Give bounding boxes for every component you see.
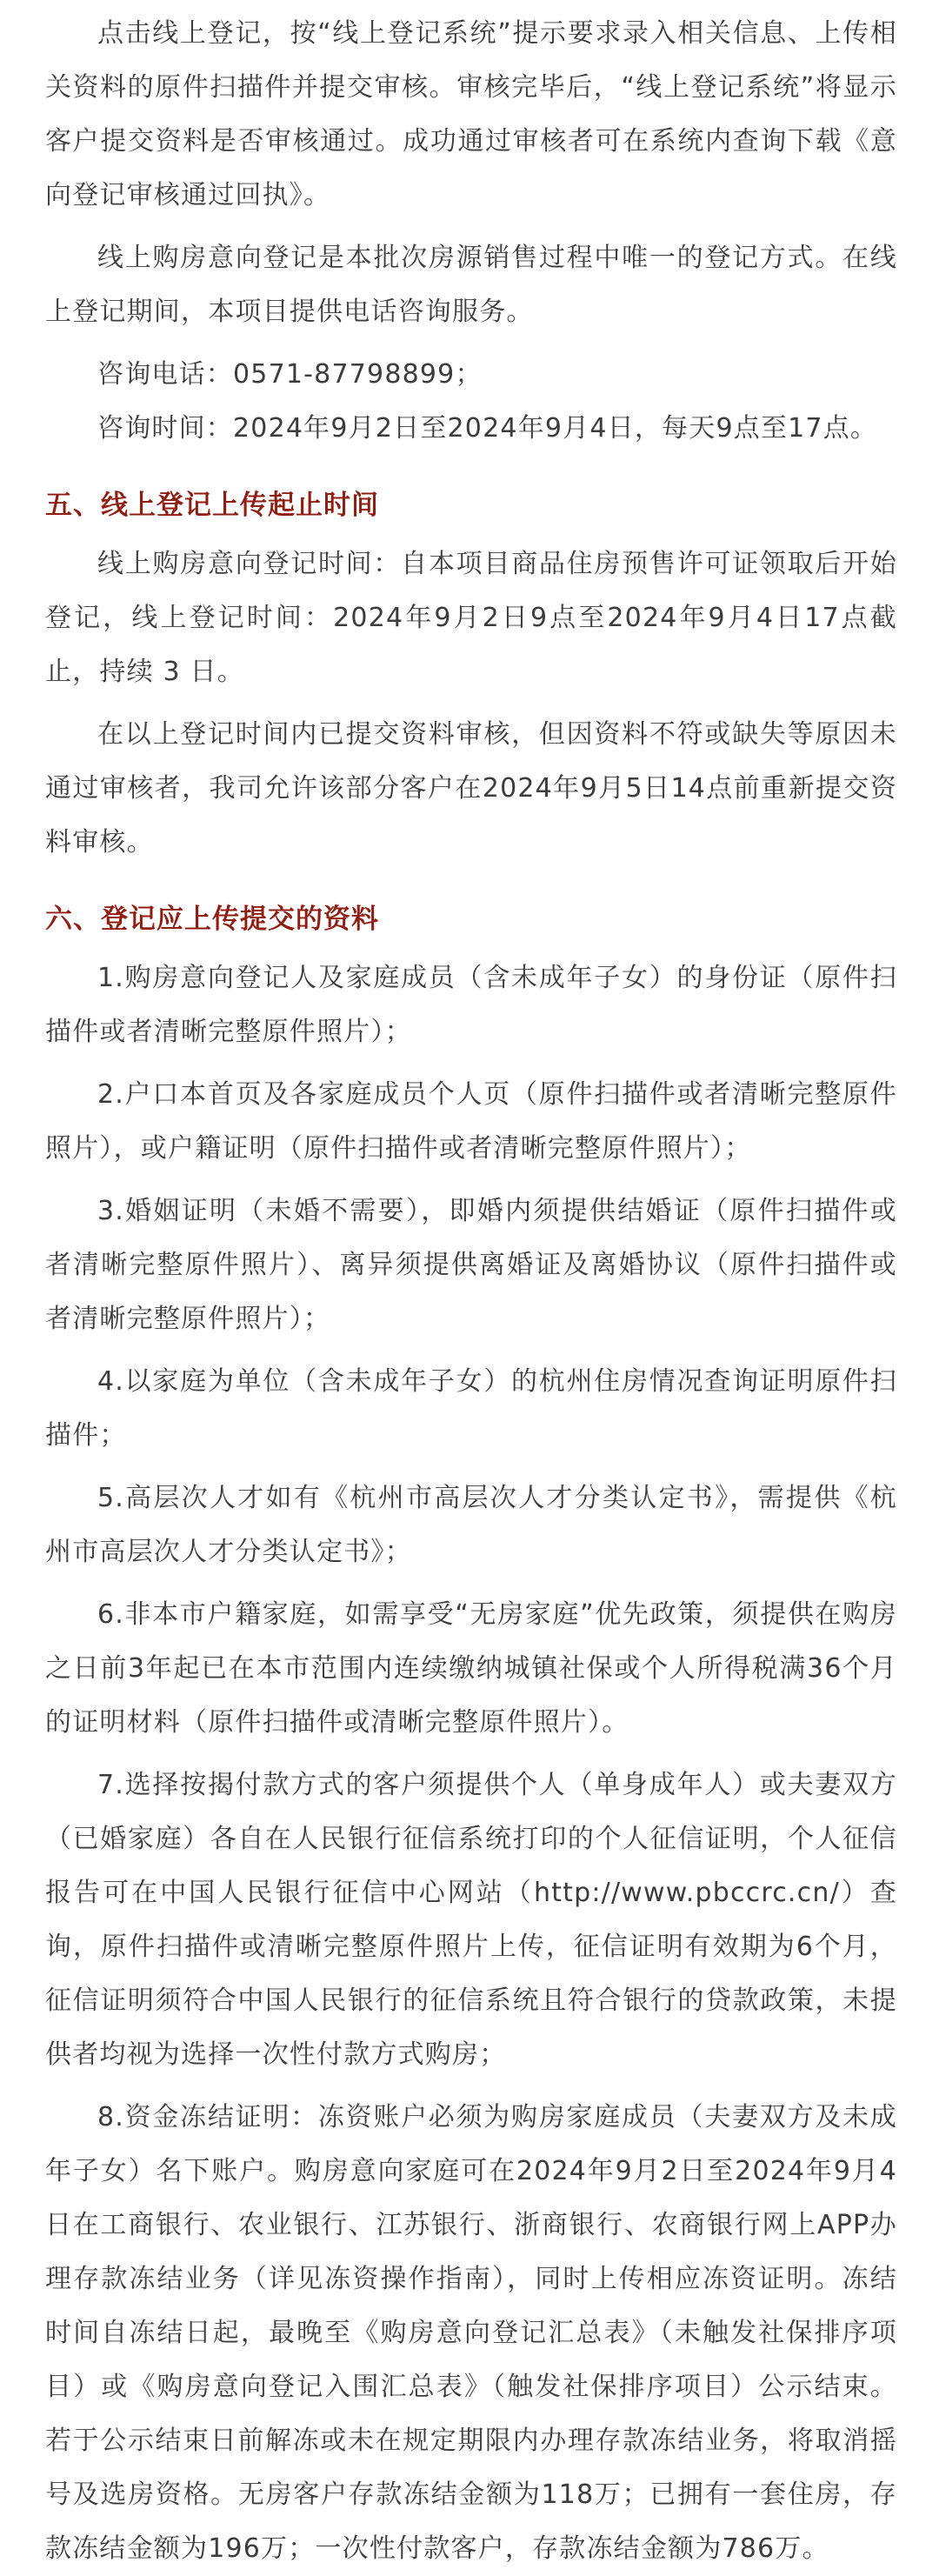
- section-5-paragraph-1: 线上购房意向登记时间：自本项目商品住房预售许可证领取后开始登记，线上登记时间：2024年9月2日9点至2024年9月4日17点截止，持续 3 日。: [45, 549, 897, 687]
- consult-time: 咨询时间：2024年9月2日至2024年9月4日，每天9点至17点。: [97, 413, 878, 444]
- intro-paragraph-1: 点击线上登记，按“线上登记系统”提示要求录入相关信息、上传相关资料的原件扫描件并提交审核。审核完毕后，“线上登记系统”将显示客户提交资料是否审核通过。成功通过审核者可在系统内查询下载《意向登记审核通过回执》。: [45, 18, 897, 210]
- consult-phone: 咨询电话：0571-87798899；: [97, 359, 483, 390]
- document-item-1: 1.购房意向登记人及家庭成员（含未成年子女）的身份证（原件扫描件或者清晰完整原件照片）；: [45, 963, 897, 1047]
- document-item-4: 4.以家庭为单位（含未成年子女）的杭州住房情况查询证明原件扫描件；: [45, 1366, 897, 1451]
- section-5-paragraph-2: 在以上登记时间内已提交资料审核，但因资料不符或缺失等原因未通过审核者，我司允许该部分客户在2024年9月5日14点前重新提交资料审核。: [45, 719, 897, 858]
- document-item-5: 5.高层次人才如有《杭州市高层次人才分类认定书》，需提供《杭州市高层次人才分类认定书》；: [45, 1483, 897, 1567]
- document-item-7: 7.选择按揭付款方式的客户须提供个人（单身成年人）或夫妻双方（已婚家庭）各自在人民银行征信系统打印的个人征信证明，个人征信报告可在中国人民银行征信中心网站（http://www.pbccrc.cn/）查询，原件扫描件或清晰完整原件照片上传，征信证明有效期为6个月，征信证明须符合中国人民银行的征信系统且符合银行的贷款政策，未提供者均视为选择一次性付款方式购房；: [45, 1770, 897, 2070]
- document-item-2: 2.户口本首页及各家庭成员个人页（原件扫描件或者清晰完整原件照片），或户籍证明（原件扫描件或者清晰完整原件照片）；: [45, 1079, 897, 1164]
- document-item-6: 6.非本市户籍家庭，如需享受“无房家庭”优先政策，须提供在购房之日前3年起已在本市范围内连续缴纳城镇社保或个人所得税满36个月的证明材料（原件扫描件或清晰完整原件照片）。: [45, 1599, 897, 1738]
- section-5-heading: 五、线上登记上传起止时间: [45, 490, 379, 521]
- section-6-heading: 六、登记应上传提交的资料: [45, 904, 379, 935]
- intro-paragraph-2: 线上购房意向登记是本批次房源销售过程中唯一的登记方式。在线上登记期间，本项目提供电话咨询服务。: [45, 243, 897, 327]
- document-item-3: 3.婚姻证明（未婚不需要），即婚内须提供结婚证（原件扫描件或者清晰完整原件照片）、离异须提供离婚证及离婚协议（原件扫描件或者清晰完整原件照片）；: [45, 1196, 897, 1334]
- document-item-8: 8.资金冻结证明：冻资账户必须为购房家庭成员（夫妻双方及未成年子女）名下账户。购房意向家庭可在2024年9月2日至2024年9月4日在工商银行、农业银行、江苏银行、浙商银行、农商银行网上APP办理存款冻结业务（详见冻资操作指南），同时上传相应冻资证明。冻结时间自冻结日起，最晚至《购房意向登记汇总表》（未触发社保排序项目）或《购房意向登记入围汇总表》（触发社保排序项目）公示结束。若于公示结束日前解冻或未在规定期限内办理存款冻结业务，将取消摇号及选房资格。无房客户存款冻结金额为118万；已拥有一套住房，存款冻结金额为196万；一次性付款客户，存款冻结金额为786万。: [45, 2102, 897, 2564]
